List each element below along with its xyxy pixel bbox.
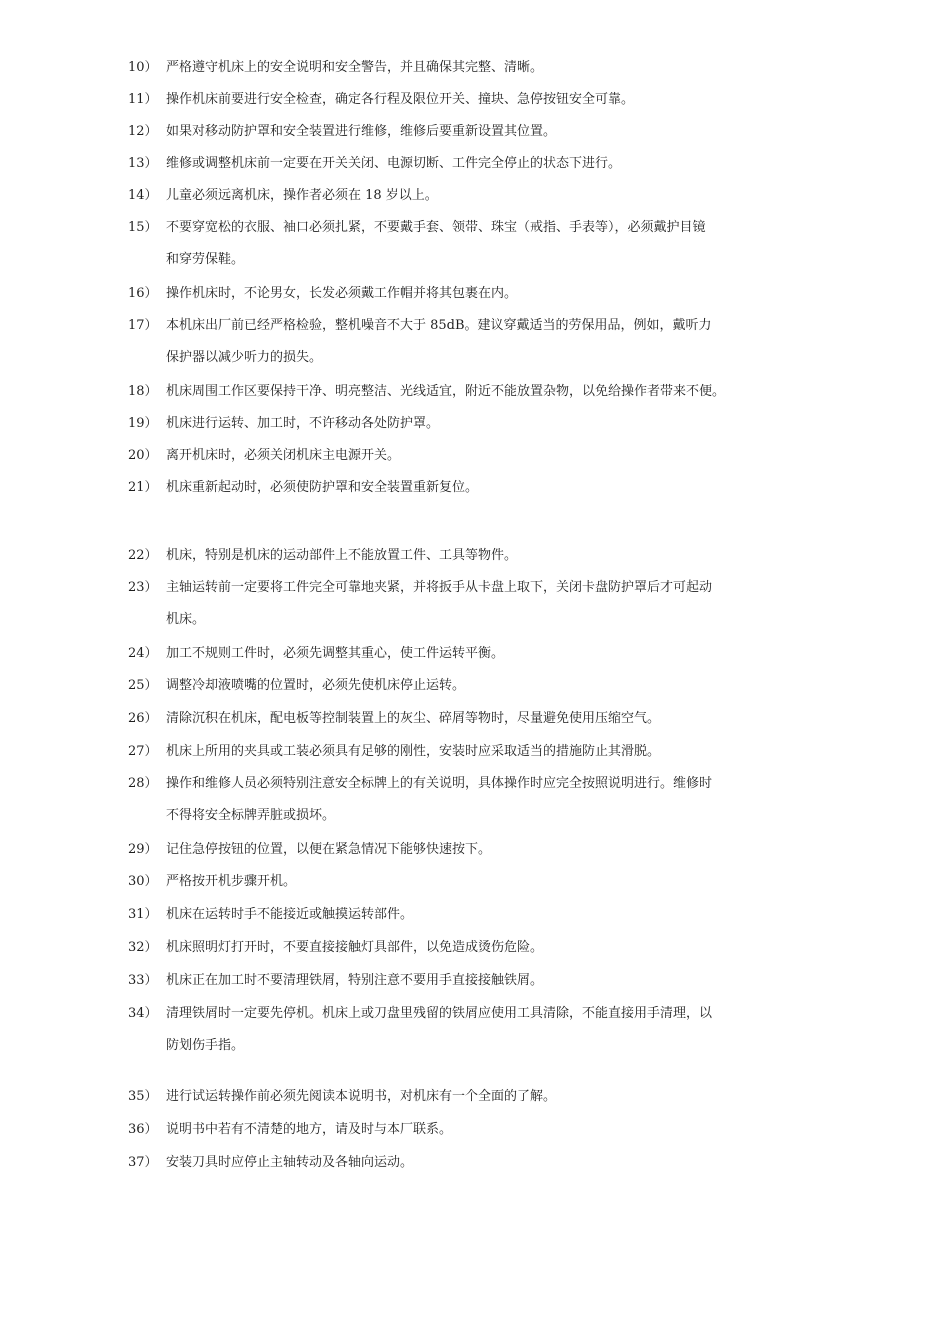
item-number: 26） <box>128 711 158 726</box>
item-number: 34） <box>128 1006 158 1021</box>
item-text: 清除沉积在机床，配电板等控制装置上的灰尘、碎屑等物时，尽量避免使用压缩空气。 <box>166 711 661 726</box>
item-text: 保护器以减少听力的损失。 <box>166 350 323 365</box>
item-number: 35） <box>128 1089 158 1104</box>
list-item <box>128 310 788 374</box>
list-item <box>128 998 788 1062</box>
item-number: 14） <box>128 188 158 203</box>
item-number: 13） <box>128 156 158 171</box>
list-item <box>128 52 788 84</box>
list-item <box>128 932 788 964</box>
item-number: 28） <box>128 776 158 791</box>
item-text: 清理铁屑时一定要先停机。机床上或刀盘里残留的铁屑应使用工具清除，不能直接用手清理，以 <box>166 1006 713 1021</box>
list-item <box>128 148 788 180</box>
item-text: 安装刀具时应停止主轴转动及各轴向运动。 <box>166 1155 414 1170</box>
list-item <box>128 899 788 931</box>
list-item <box>128 1147 788 1179</box>
list-item <box>128 116 788 148</box>
list-item <box>128 84 788 116</box>
list-item <box>128 278 788 310</box>
item-text: 本机床出厂前已经严格检验，整机噪音不大于 85dB。建议穿戴适当的劳保用品，例如，戴听力 <box>166 318 712 333</box>
item-number: 32） <box>128 940 158 955</box>
list-item <box>128 965 788 997</box>
item-text: 机床重新起动时，必须使防护罩和安全装置重新复位。 <box>166 480 479 495</box>
item-text: 机床照明灯打开时，不要直接接触灯具部件，以免造成烫伤危险。 <box>166 940 544 955</box>
item-text: 调整冷却液喷嘴的位置时，必须先使机床停止运转。 <box>166 678 466 693</box>
list-item <box>128 540 788 572</box>
list-item <box>128 736 788 768</box>
item-number: 33） <box>128 973 158 988</box>
item-text: 和穿劳保鞋。 <box>166 252 245 267</box>
list-item <box>128 440 788 472</box>
item-number: 17） <box>128 318 158 333</box>
item-number: 25） <box>128 678 158 693</box>
item-text: 操作机床前要进行安全检查，确定各行程及限位开关、撞块、急停按钮安全可靠。 <box>166 92 635 107</box>
item-number: 36） <box>128 1122 158 1137</box>
list-item <box>128 180 788 212</box>
list-item <box>128 212 788 276</box>
list-item <box>128 472 788 504</box>
item-number: 29） <box>128 842 158 857</box>
item-number: 37） <box>128 1155 158 1170</box>
list-item <box>128 866 788 898</box>
item-text: 维修或调整机床前一定要在开关关闭、电源切断、工件完全停止的状态下进行。 <box>166 156 622 171</box>
item-number: 30） <box>128 874 158 889</box>
list-item <box>128 834 788 866</box>
item-number: 10） <box>128 60 158 75</box>
item-number: 16） <box>128 286 158 301</box>
item-text: 主轴运转前一定要将工件完全可靠地夹紧，并将扳手从卡盘上取下，关闭卡盘防护罩后才可起动 <box>166 580 713 595</box>
list-item <box>128 768 788 832</box>
item-number: 24） <box>128 646 158 661</box>
item-text: 进行试运转操作前必须先阅读本说明书，对机床有一个全面的了解。 <box>166 1089 557 1104</box>
list-item <box>128 703 788 735</box>
item-text: 机床上所用的夹具或工装必须具有足够的刚性，安装时应采取适当的措施防止其滑脱。 <box>166 744 661 759</box>
list-item <box>128 1114 788 1146</box>
list-item <box>128 638 788 670</box>
item-number: 20） <box>128 448 158 463</box>
list-item <box>128 376 788 408</box>
list-item <box>128 572 788 636</box>
item-text: 机床周围工作区要保持干净、明亮整洁、光线适宜，附近不能放置杂物，以免给操作者带来不便。 <box>166 384 726 399</box>
item-number: 22） <box>128 548 158 563</box>
item-number: 23） <box>128 580 158 595</box>
item-number: 15） <box>128 220 158 235</box>
list-item <box>128 1081 788 1113</box>
item-text: 说明书中若有不清楚的地方，请及时与本厂联系。 <box>166 1122 453 1137</box>
item-text: 不要穿宽松的衣服、袖口必须扎紧，不要戴手套、领带、珠宝（戒指、手表等），必须戴护目镜 <box>166 220 706 235</box>
item-text: 机床。 <box>166 612 206 627</box>
item-number: 31） <box>128 907 158 922</box>
item-text: 机床，特别是机床的运动部件上不能放置工件、工具等物件。 <box>166 548 518 563</box>
item-text: 机床在运转时手不能接近或触摸运转部件。 <box>166 907 414 922</box>
item-number: 12） <box>128 124 158 139</box>
item-text: 防划伤手指。 <box>166 1038 245 1053</box>
item-text: 加工不规则工件时，必须先调整其重心，使工件运转平衡。 <box>166 646 505 661</box>
item-text: 操作和维修人员必须特别注意安全标牌上的有关说明，具体操作时应完全按照说明进行。维修时 <box>166 776 713 791</box>
item-text: 机床正在加工时不要清理铁屑，特别注意不要用手直接接触铁屑。 <box>166 973 544 988</box>
list-item <box>128 408 788 440</box>
item-number: 21） <box>128 480 158 495</box>
item-text: 记住急停按钮的位置，以便在紧急情况下能够快速按下。 <box>166 842 492 857</box>
item-text: 严格遵守机床上的安全说明和安全警告，并且确保其完整、清晰。 <box>166 60 544 75</box>
item-text: 严格按开机步骤开机。 <box>166 874 297 889</box>
item-text: 儿童必须远离机床，操作者必须在 18 岁以上。 <box>166 188 438 203</box>
item-number: 19） <box>128 416 158 431</box>
list-item <box>128 670 788 702</box>
item-number: 11） <box>128 92 158 107</box>
item-number: 27） <box>128 744 158 759</box>
item-text: 机床进行运转、加工时，不许移动各处防护罩。 <box>166 416 440 431</box>
item-text: 如果对移动防护罩和安全装置进行维修，维修后要重新设置其位置。 <box>166 124 557 139</box>
item-number: 18） <box>128 384 158 399</box>
item-text: 操作机床时，不论男女，长发必须戴工作帽并将其包裹在内。 <box>166 286 518 301</box>
item-text: 不得将安全标牌弄脏或损坏。 <box>166 808 336 823</box>
item-text: 离开机床时，必须关闭机床主电源开关。 <box>166 448 401 463</box>
